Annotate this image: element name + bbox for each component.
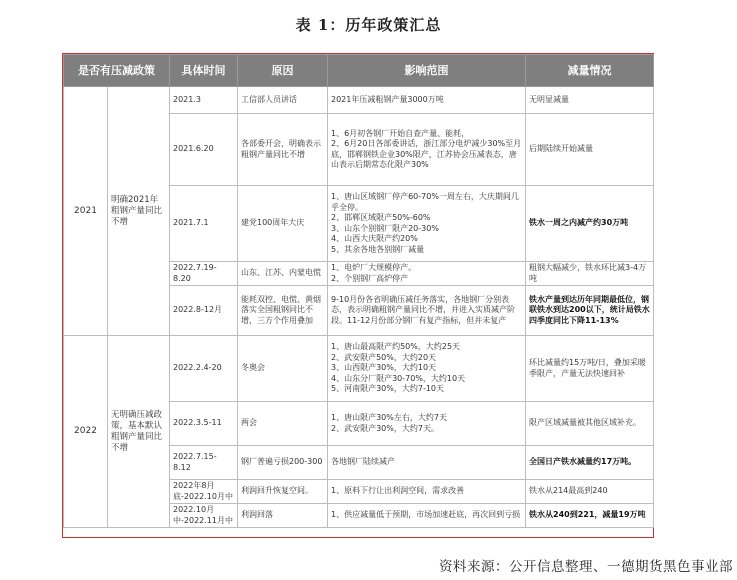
impact-cell xyxy=(328,446,526,480)
reason-cell: 工信部人员讲话 xyxy=(238,87,328,114)
impact-line: 2、邯郸区域限产50%-60% xyxy=(331,213,431,222)
source-note: 资料来源：公开信息整理、一德期货黑色事业部 xyxy=(439,559,733,575)
impact-line: 1、唐山限产30%左右，大约7天 xyxy=(331,413,447,422)
table-row xyxy=(64,336,654,402)
policy-cell: 明确2021年粗钢产量同比不增 xyxy=(108,87,170,336)
impact-cell xyxy=(328,114,526,186)
header-impact: 影响范围 xyxy=(328,55,526,87)
impact-line: 1、原料下行让出利润空间，需求改善 xyxy=(331,486,465,496)
reason-cell: 利润回落 xyxy=(238,504,328,528)
header-time: 具体时间 xyxy=(170,55,238,87)
time-cell: 2022年8月底-2022.10月中 xyxy=(170,480,238,504)
time-cell: 2022.8-12月 xyxy=(170,286,238,336)
reduction-cell: 后期陆续开始减量 xyxy=(526,114,654,186)
impact-cell xyxy=(328,504,526,528)
page-title: 表 1：历年政策汇总 xyxy=(295,16,442,34)
impact-line: 各地钢厂陆续减产 xyxy=(331,457,395,467)
time-cell: 2021.7.1 xyxy=(170,186,238,262)
reason-cell: 建党100周年大庆 xyxy=(238,186,328,262)
impact-line: 5、其余各地各别钢厂减量 xyxy=(331,244,425,254)
time-cell: 2022.3.5-11 xyxy=(170,402,238,446)
impact-line: 1、6月初各钢厂开始自查产量、能耗， xyxy=(331,128,470,138)
impact-line: 4、山西大庆限产约20% xyxy=(331,234,418,243)
table-header-row xyxy=(64,55,654,87)
reduction-cell: 铁水从214最高到240 xyxy=(526,480,654,504)
time-cell: 2022.7.19-8.20 xyxy=(170,262,238,286)
impact-line: 1、唐山最高限产约50%，大约25天 xyxy=(331,342,461,352)
year-cell: 2021 xyxy=(64,87,108,336)
impact-line: 3、山东个别钢厂限产20-30% xyxy=(331,223,439,233)
reason-cell: 冬奥会 xyxy=(238,336,328,402)
impact-line: 9-10月份各省明确压减任务落实，各地钢厂分别表态，表示明确粗钢产量同比不增，并进入实质减产阶段。11-12月份部分钢厂有复产指标，但并未复产 xyxy=(331,294,515,325)
reason-cell: 钢厂普遍亏损200-300 xyxy=(238,446,328,480)
impact-line: 2021年压减粗钢产量3000万吨 xyxy=(331,94,444,104)
impact-cell xyxy=(328,87,526,114)
impact-line: 1、唐山区域钢厂停产60-70%一周左右，大庆期间几乎全停。 xyxy=(331,192,519,212)
impact-cell xyxy=(328,336,526,402)
impact-cell xyxy=(328,402,526,446)
impact-line: 1、供应减量低于预期，市场加速赶底，再次回到亏损 xyxy=(331,510,521,520)
impact-line: 1、电炉厂大规模停产。 xyxy=(331,263,417,272)
reason-cell: 能耗双控、电慌、黄烟落实全国粗钢同比不增，三方个作用叠加 xyxy=(238,286,328,336)
header-reason: 原因 xyxy=(238,55,328,87)
header-reduction: 减量情况 xyxy=(526,55,654,87)
impact-line: 2、6月20日各部委讲话，浙江部分电炉减少30%至月底，邯郸钢铁企业30%限产，江苏协会压减表态，唐山表示后期常态化限产30% xyxy=(331,139,522,169)
reduction-cell: 铁水从240到221，减量19万吨 xyxy=(526,504,654,528)
impact-line: 2、个别钢厂高炉停产 xyxy=(331,273,409,283)
reason-cell: 两会 xyxy=(238,402,328,446)
impact-line: 2、武安限产50%，大约20天 xyxy=(331,352,437,362)
policy-cell: 无明确压减政策，基本默认粗钢产量同比不增 xyxy=(108,336,170,528)
reduction-cell: 铁水一周之内减产约30万吨 xyxy=(526,186,654,262)
reduction-cell: 粗钢大幅减少，铁水环比减3-4万吨 xyxy=(526,262,654,286)
impact-line: 4、山东分厂限产30-70%，大约10天 xyxy=(331,373,466,383)
reason-cell: 各部委开会，明确表示粗钢产量同比不增 xyxy=(238,114,328,186)
time-cell: 2021.3 xyxy=(170,87,238,114)
time-cell: 2022.10月中-2022.11月中 xyxy=(170,504,238,528)
time-cell: 2022.7.15-8.12 xyxy=(170,446,238,480)
impact-cell xyxy=(328,262,526,286)
reason-cell: 山东、江苏、内蒙电慌 xyxy=(238,262,328,286)
impact-cell xyxy=(328,286,526,336)
reduction-cell: 限产区域减量被其他区域补充。 xyxy=(526,402,654,446)
impact-cell xyxy=(328,480,526,504)
table-row xyxy=(64,87,654,114)
time-cell: 2021.6.20 xyxy=(170,114,238,186)
header-policy: 是否有压减政策 xyxy=(64,55,170,87)
impact-line: 3、山西限产30%，大约10天 xyxy=(331,363,437,373)
reduction-cell: 全国日产铁水减量约17万吨。 xyxy=(526,446,654,480)
impact-cell xyxy=(328,186,526,262)
impact-line: 5、河南限产30%，大约7-10天 xyxy=(331,384,445,394)
time-cell: 2022.2.4-20 xyxy=(170,336,238,402)
reduction-cell: 环比减量约15万吨/日，叠加采暖季限产，产量无法快速回补 xyxy=(526,336,654,402)
reduction-cell: 无明显减量 xyxy=(526,87,654,114)
policy-table xyxy=(62,53,654,538)
reduction-cell: 铁水产量到达历年同期最低位，钢联铁水到达200以下，统计局铁水四季度同比下降11-13% xyxy=(526,286,654,336)
reason-cell: 利润回升恢复空间。 xyxy=(238,480,328,504)
year-cell: 2022 xyxy=(64,336,108,528)
impact-line: 2、武安限产30%，大约7天。 xyxy=(331,423,439,433)
